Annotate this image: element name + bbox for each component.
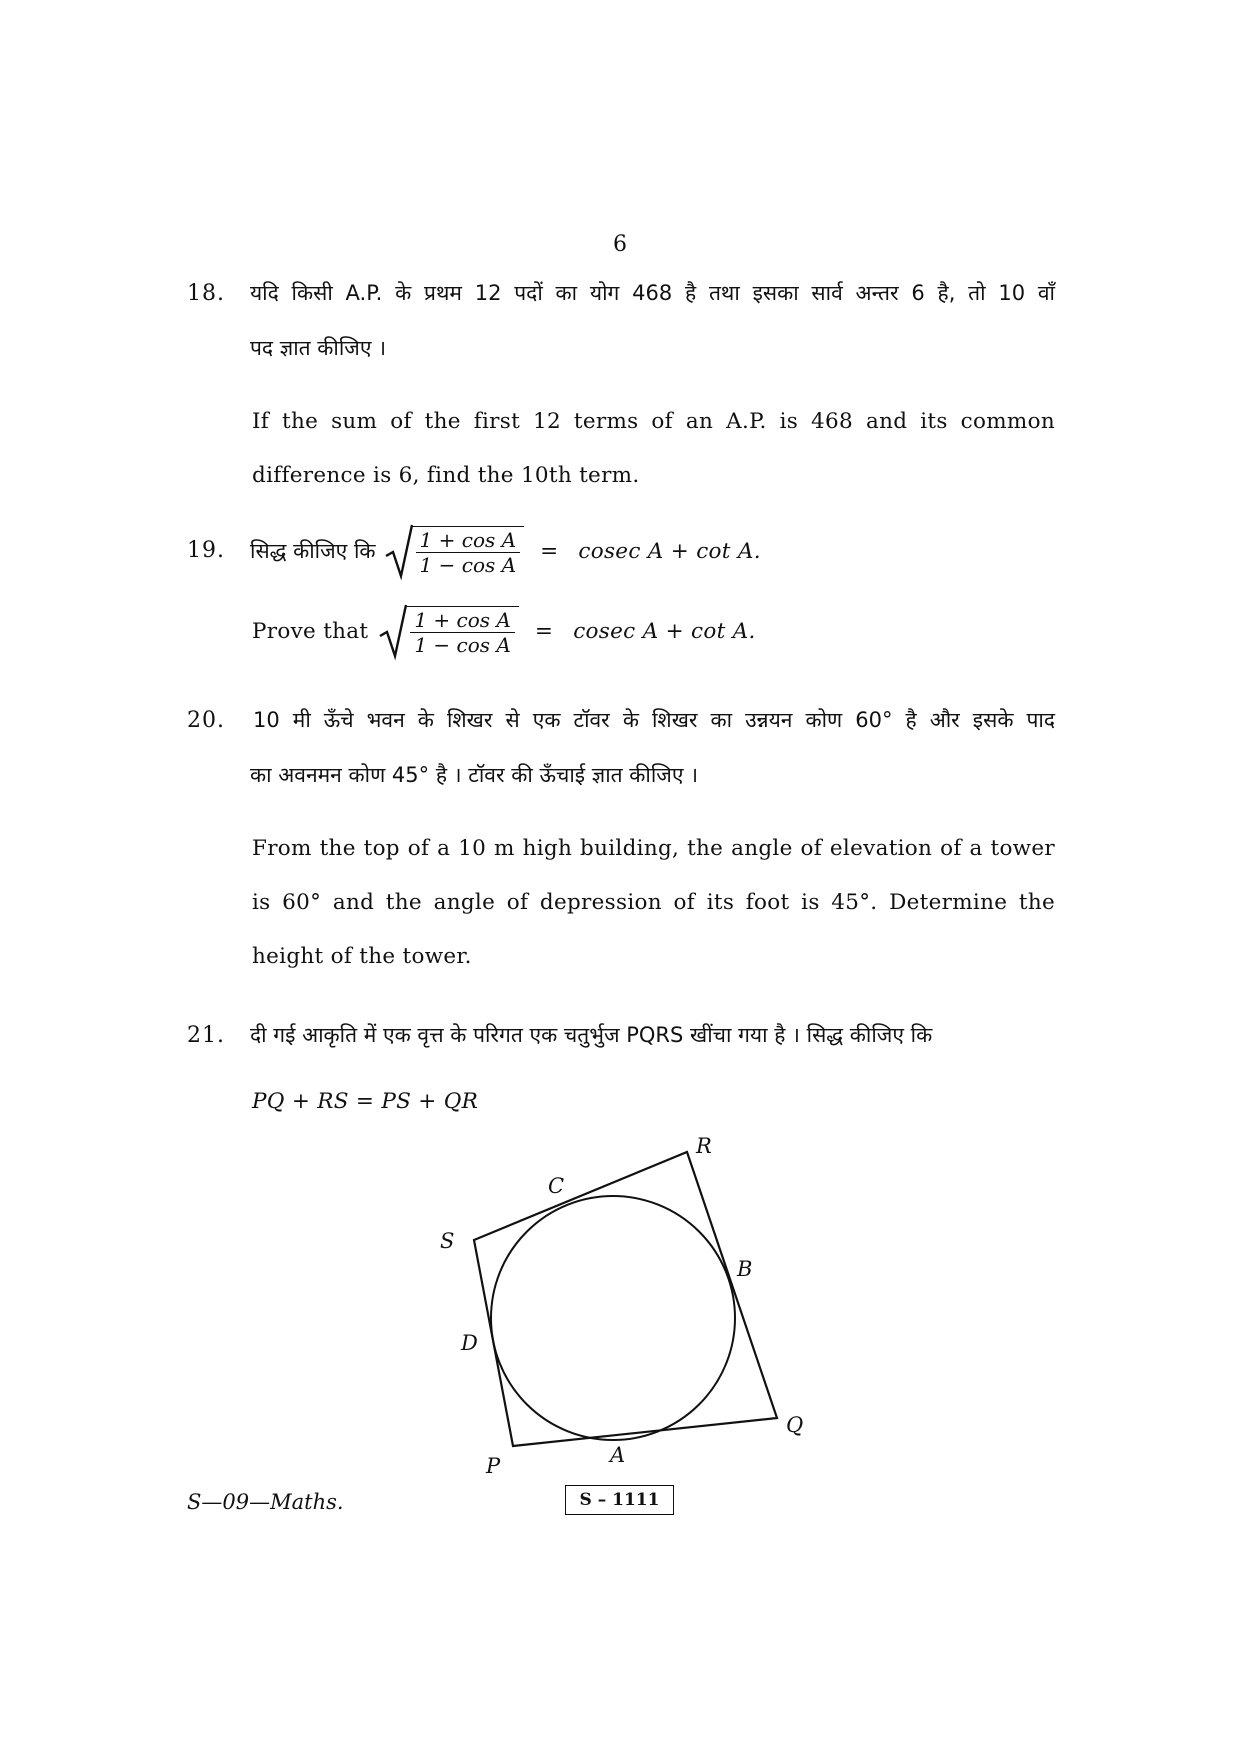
label-b: B: [737, 1257, 753, 1281]
question-number-21: 21.: [187, 1023, 225, 1048]
q19-hindi-statement: [250, 520, 761, 582]
q18-english-line-1: If the sum of the first 12 terms of an A.P. is 468 and its common: [252, 409, 1055, 434]
inscribed-circle: [491, 1196, 735, 1440]
sqrt-symbol: [384, 522, 525, 580]
label-q: Q: [786, 1413, 804, 1437]
label-p: P: [486, 1454, 501, 1478]
q21-hindi-line: दी गई आकृति में एक वृत्त के परिगत एक चतुर्भुज PQRS खींचा गया है । सिद्ध कीजिए कि: [250, 1023, 933, 1047]
fraction-numerator: 1 + cos A: [410, 609, 515, 633]
equals-sign: =: [534, 618, 554, 644]
q21-equation: PQ + RS = PS + QR: [252, 1089, 479, 1114]
q19-rhs: cosec A + cot A.: [578, 538, 761, 564]
q20-hindi-line-2: का अवनमन कोण 45° है । टॉवर की ऊँचाई ज्ञात कीजिए ।: [250, 763, 699, 787]
page-number: 6: [613, 232, 627, 257]
footer-paper-code: S—09—Maths.: [187, 1490, 344, 1514]
q20-english-line-2: is 60° and the angle of depression of its foot is 45°. Determine the: [252, 890, 1055, 915]
question-number-18: 18.: [187, 281, 225, 306]
label-a: A: [610, 1443, 626, 1467]
inscribed-circle-figure: [420, 1120, 820, 1480]
q18-english-line-2: difference is 6, find the 10th term.: [252, 463, 640, 488]
q19-rhs: cosec A + cot A.: [573, 618, 756, 644]
q20-english-line-1: From the top of a 10 m high building, the angle of elevation of a tower: [252, 836, 1055, 861]
equals-sign: =: [540, 538, 559, 564]
label-c: C: [548, 1174, 565, 1198]
q18-hindi-line-1: यदि किसी A.P. के प्रथम 12 पदों का योग 468 है तथा इसका सार्व अन्तर 6 है, तो 10 वाँ: [250, 281, 1055, 305]
sqrt-symbol: [378, 602, 519, 660]
q20-hindi-line-1: 10 मी ऊँचे भवन के शिखर से एक टॉवर के शिखर का उन्नयन कोण 60° है और इसके पाद: [253, 708, 1055, 732]
fraction-denominator: 1 − cos A: [414, 633, 511, 657]
fraction-denominator: 1 − cos A: [419, 553, 517, 577]
fraction-numerator: 1 + cos A: [416, 529, 521, 553]
label-r: R: [696, 1134, 712, 1158]
question-number-19: 19.: [187, 538, 225, 563]
q19-hindi-fraction: [416, 529, 521, 576]
q19-english-statement: [252, 600, 756, 662]
label-s: S: [440, 1229, 455, 1253]
q19-english-fraction: [410, 609, 515, 656]
footer-series-code: S – 1111: [565, 1485, 674, 1515]
label-d: D: [461, 1331, 478, 1355]
q18-hindi-line-2: पद ज्ञात कीजिए ।: [250, 336, 387, 360]
question-number-20: 20.: [187, 708, 225, 733]
q19-english-prefix: Prove that: [252, 618, 369, 644]
q19-hindi-prefix: सिद्ध कीजिए कि: [250, 539, 376, 563]
q20-english-line-3: height of the tower.: [252, 944, 472, 969]
